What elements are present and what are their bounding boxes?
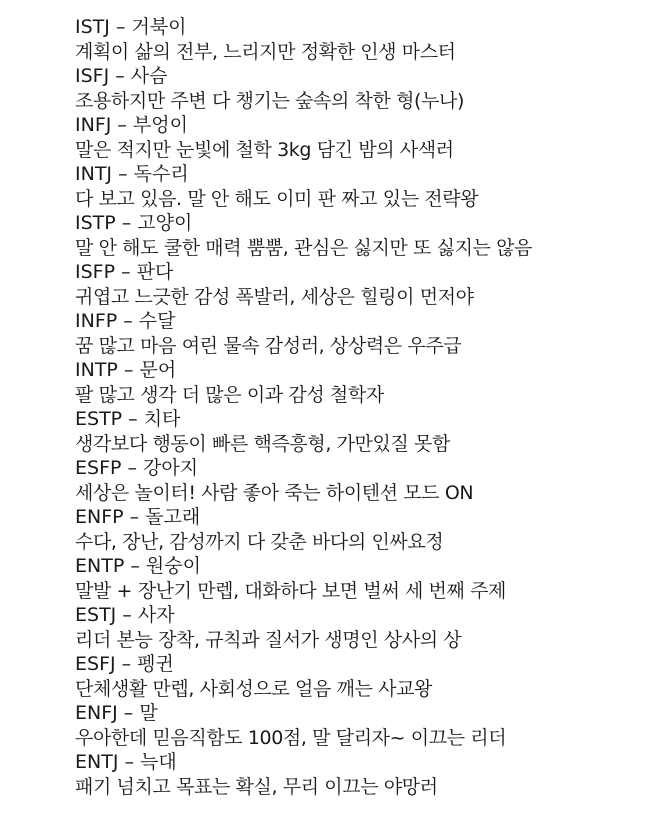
entry-type-line: ESTJ – 사자 bbox=[75, 604, 175, 626]
entry-description: 수다, 장난, 감성까지 다 갖춘 바다의 인싸요정 bbox=[75, 530, 444, 553]
entry-description: 꿈 많고 마음 여린 물속 감성러, 상상력은 우주급 bbox=[75, 334, 462, 357]
entry-type-line: ENFJ – 말 bbox=[75, 702, 158, 724]
entry-description: 말 안 해도 쿨한 매력 뿜뿜, 관심은 싫지만 또 싫지는 않음 bbox=[75, 236, 533, 259]
entry-description: 다 보고 있음. 말 안 해도 이미 판 짜고 있는 전략왕 bbox=[75, 187, 479, 210]
entry-type-line: ISFP – 판다 bbox=[75, 261, 174, 283]
entry-type-line: ESFJ – 펭귄 bbox=[75, 653, 174, 675]
entry-type-line: INTP – 문어 bbox=[75, 359, 177, 381]
entry-description: 조용하지만 주변 다 챙기는 숲속의 착한 형(누나) bbox=[75, 89, 464, 112]
entry-description: 생각보다 행동이 빠른 핵즉흥형, 가만있질 못함 bbox=[75, 432, 450, 455]
entry-description: 우아한데 믿음직함도 100점, 말 달리자~ 이끄는 리더 bbox=[75, 726, 507, 749]
entry-type-line: INFP – 수달 bbox=[75, 310, 176, 332]
entry-description: 세상은 놀이터! 사람 좋아 죽는 하이텐션 모드 ON bbox=[75, 481, 474, 504]
entry-description: 말발 + 장난기 만렙, 대화하다 보면 벌써 세 번째 주제 bbox=[75, 579, 506, 602]
entry-type-line: ESTP – 치타 bbox=[75, 408, 181, 430]
entry-description: 계획이 삶의 전부, 느리지만 정확한 인생 마스터 bbox=[75, 40, 456, 63]
entry-description: 팔 많고 생각 더 많은 이과 감성 철학자 bbox=[75, 383, 384, 406]
entry-type-line: ENTP – 원숭이 bbox=[75, 555, 201, 577]
entry-description: 리더 본능 장착, 규칙과 질서가 생명인 상사의 상 bbox=[75, 628, 462, 651]
entry-type-line: ISTP – 고양이 bbox=[75, 212, 193, 234]
entry-description: 귀엽고 느긋한 감성 폭발러, 세상은 힐링이 먼저야 bbox=[75, 285, 474, 308]
entry-type-line: INTJ – 독수리 bbox=[75, 163, 189, 185]
entry-type-line: ISFJ – 사슴 bbox=[75, 65, 168, 87]
entry-type-line: ENTJ – 늑대 bbox=[75, 751, 177, 773]
entry-description: 패기 넘치고 목표는 확실, 무리 이끄는 야망러 bbox=[75, 775, 438, 798]
entry-description: 말은 적지만 눈빛에 철학 3kg 담긴 밤의 사색러 bbox=[75, 138, 454, 161]
entry-type-line: INFJ – 부엉이 bbox=[75, 114, 188, 136]
mbti-animal-list bbox=[75, 15, 650, 799]
entry-type-line: ENFP – 돌고래 bbox=[75, 506, 201, 528]
entry-description: 단체생활 만렙, 사회성으로 얼음 깨는 사교왕 bbox=[75, 677, 433, 700]
entry-type-line: ISTJ – 거북이 bbox=[75, 16, 187, 38]
entry-type-line: ESFP – 강아지 bbox=[75, 457, 199, 479]
